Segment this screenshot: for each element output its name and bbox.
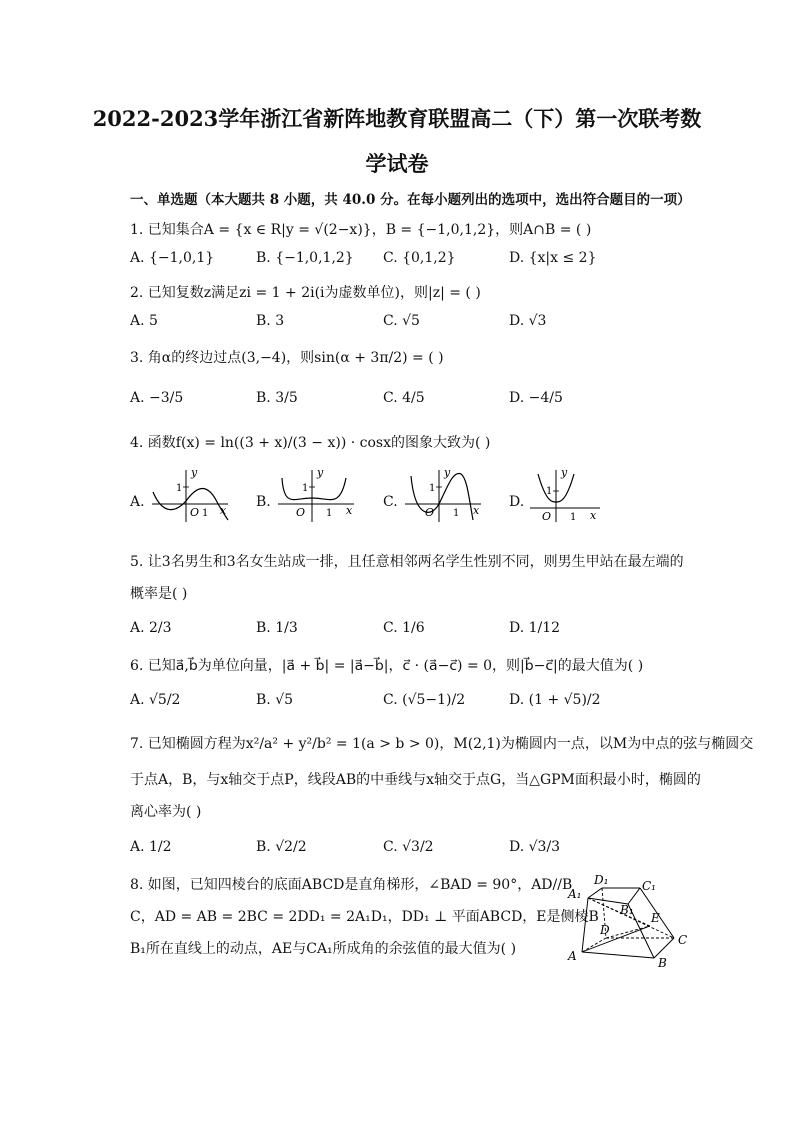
q2-stem: 2. 已知复数z满足zi = 1 + 2i(i为虚数单位)，则|z| = ( ) xyxy=(130,285,481,301)
q3-option-d[interactable]: D. −4/5 xyxy=(509,390,563,406)
q4-option-a[interactable]: A. xyxy=(130,494,145,510)
q4-option-d[interactable]: D. xyxy=(509,494,525,510)
graph-d-x-label: x xyxy=(590,509,597,522)
q2-option-b[interactable]: B. 3 xyxy=(256,313,285,329)
q5-option-d[interactable]: D. 1/12 xyxy=(509,620,561,636)
q6-stem: 6. 已知a⃗,b⃗为单位向量，|a⃗ + b⃗| = |a⃗−b⃗|，c⃗ · (a⃗−c⃗) = 0，则|b⃗−c⃗|的最大值为( ) xyxy=(130,658,644,674)
q3-stem: 3. 角α的终边过点(3,−4)，则sin(α + 3π/2) = ( ) xyxy=(130,350,444,366)
frustum-figure xyxy=(562,868,702,970)
title-line-2: 学试卷 xyxy=(365,151,429,176)
q8-stem-line-3: B₁所在直线上的动点，AE与CA₁所成角的余弦值的最大值为( ) xyxy=(130,941,517,957)
q3-option-b[interactable]: B. 3/5 xyxy=(256,390,298,406)
label-c1: C₁ xyxy=(642,879,656,893)
graph-d[interactable] xyxy=(528,468,610,524)
graph-c-one-y: 1 xyxy=(429,483,436,494)
q4-option-c[interactable]: C. xyxy=(383,494,398,510)
label-a: A xyxy=(568,949,577,963)
q6-option-c[interactable]: C. (√5−1)/2 xyxy=(383,692,466,708)
graph-d-one-y: 1 xyxy=(546,486,553,497)
graph-b-origin: O xyxy=(296,506,306,519)
graph-a-one-x: 1 xyxy=(202,508,209,519)
q5-stem-line-1: 5. 让3名男生和3名女生站成一排，且任意相邻两名学生性别不同，则男生甲站在最左端的 xyxy=(130,554,684,570)
title-line-1: 2022-2023学年浙江省新阵地教育联盟高二（下）第一次联考数 xyxy=(92,106,702,131)
label-e: E xyxy=(651,911,660,925)
q7-stem-line-3: 离心率为( ) xyxy=(130,804,202,820)
q4-option-b[interactable]: B. xyxy=(256,494,271,510)
label-d: D xyxy=(600,923,610,937)
graph-d-y-label: y xyxy=(561,468,568,479)
graph-b-x-label: x xyxy=(346,504,353,517)
q1-option-c[interactable]: C. {0,1,2} xyxy=(383,250,456,266)
graph-c-origin: O xyxy=(425,506,435,519)
q7-stem-line-2: 于点A，B，与x轴交于点P，线段AB的中垂线与x轴交于点G，当△GPM面积最小时，椭圆的 xyxy=(130,772,701,788)
q1-stem: 1. 已知集合A = {x ∈ R|y = √(2−x)}，B = {−1,0,1,2}，则A∩B = ( ) xyxy=(130,222,592,238)
q1-option-b[interactable]: B. {−1,0,1,2} xyxy=(256,250,354,266)
graph-c[interactable] xyxy=(403,468,485,524)
label-c: C xyxy=(678,933,688,947)
q5-option-b[interactable]: B. 1/3 xyxy=(256,620,298,636)
q6-option-a[interactable]: A. √5/2 xyxy=(130,692,181,708)
label-b1: B₁ xyxy=(620,903,634,917)
graph-a-origin: O xyxy=(190,506,200,519)
q1-option-d[interactable]: D. {x|x ≤ 2} xyxy=(509,250,597,266)
q4-stem: 4. 函数f(x) = ln((3 + x)/(3 − x)) · cosx的图象大致为( ) xyxy=(130,435,491,451)
q1-option-a[interactable]: A. {−1,0,1} xyxy=(130,250,215,266)
label-d1: D₁ xyxy=(594,873,609,887)
q2-option-d[interactable]: D. √3 xyxy=(509,313,547,329)
q2-option-c[interactable]: C. √5 xyxy=(383,313,420,329)
q2-option-a[interactable]: A. 5 xyxy=(130,313,158,329)
q3-option-a[interactable]: A. −3/5 xyxy=(130,390,184,406)
graph-a-x-label: x xyxy=(220,504,227,517)
label-b: B xyxy=(658,956,667,970)
graph-a-one-y: 1 xyxy=(176,483,183,494)
graph-a-y-label: y xyxy=(191,468,198,479)
graph-c-x-label: x xyxy=(473,504,480,517)
label-a1: A₁ xyxy=(568,887,582,901)
graph-d-one-x: 1 xyxy=(570,512,577,523)
q7-option-c[interactable]: C. √3/2 xyxy=(383,839,434,855)
q5-option-c[interactable]: C. 1/6 xyxy=(383,620,425,636)
q5-stem-line-2: 概率是( ) xyxy=(130,586,188,602)
graph-b-one-y: 1 xyxy=(302,483,309,494)
graph-c-y-label: y xyxy=(444,468,451,479)
q3-option-c[interactable]: C. 4/5 xyxy=(383,390,425,406)
q6-option-d[interactable]: D. (1 + √5)/2 xyxy=(509,692,601,708)
graph-b-y-label: y xyxy=(317,468,324,479)
q7-option-a[interactable]: A. 1/2 xyxy=(130,839,172,855)
graph-c-one-x: 1 xyxy=(453,508,460,519)
q5-option-a[interactable]: A. 2/3 xyxy=(130,620,172,636)
graph-d-origin: O xyxy=(542,510,552,523)
graph-b-one-x: 1 xyxy=(326,508,333,519)
q6-option-b[interactable]: B. √5 xyxy=(256,692,294,708)
q8-stem-line-2: C，AD = AB = 2BC = 2DD₁ = 2A₁D₁，DD₁ ⊥ 平面ABCD，E是侧棱B xyxy=(130,909,599,925)
graph-b[interactable] xyxy=(276,468,358,524)
graph-a[interactable] xyxy=(150,468,232,524)
q7-option-b[interactable]: B. √2/2 xyxy=(256,839,307,855)
section-heading: 一、单选题（本大题共 8 小题，共 40.0 分。在每小题列出的选项中，选出符合题目的一项） xyxy=(130,192,691,208)
q7-option-d[interactable]: D. √3/3 xyxy=(509,839,561,855)
q8-stem-line-1: 8. 如图，已知四棱台的底面ABCD是直角梯形，∠BAD = 90°，AD//B xyxy=(130,877,573,893)
q7-stem-line-1: 7. 已知椭圆方程为x²/a² + y²/b² = 1(a > b > 0)，M(2,1)为椭圆内一点，以M为中点的弦与椭圆交 xyxy=(130,736,754,752)
